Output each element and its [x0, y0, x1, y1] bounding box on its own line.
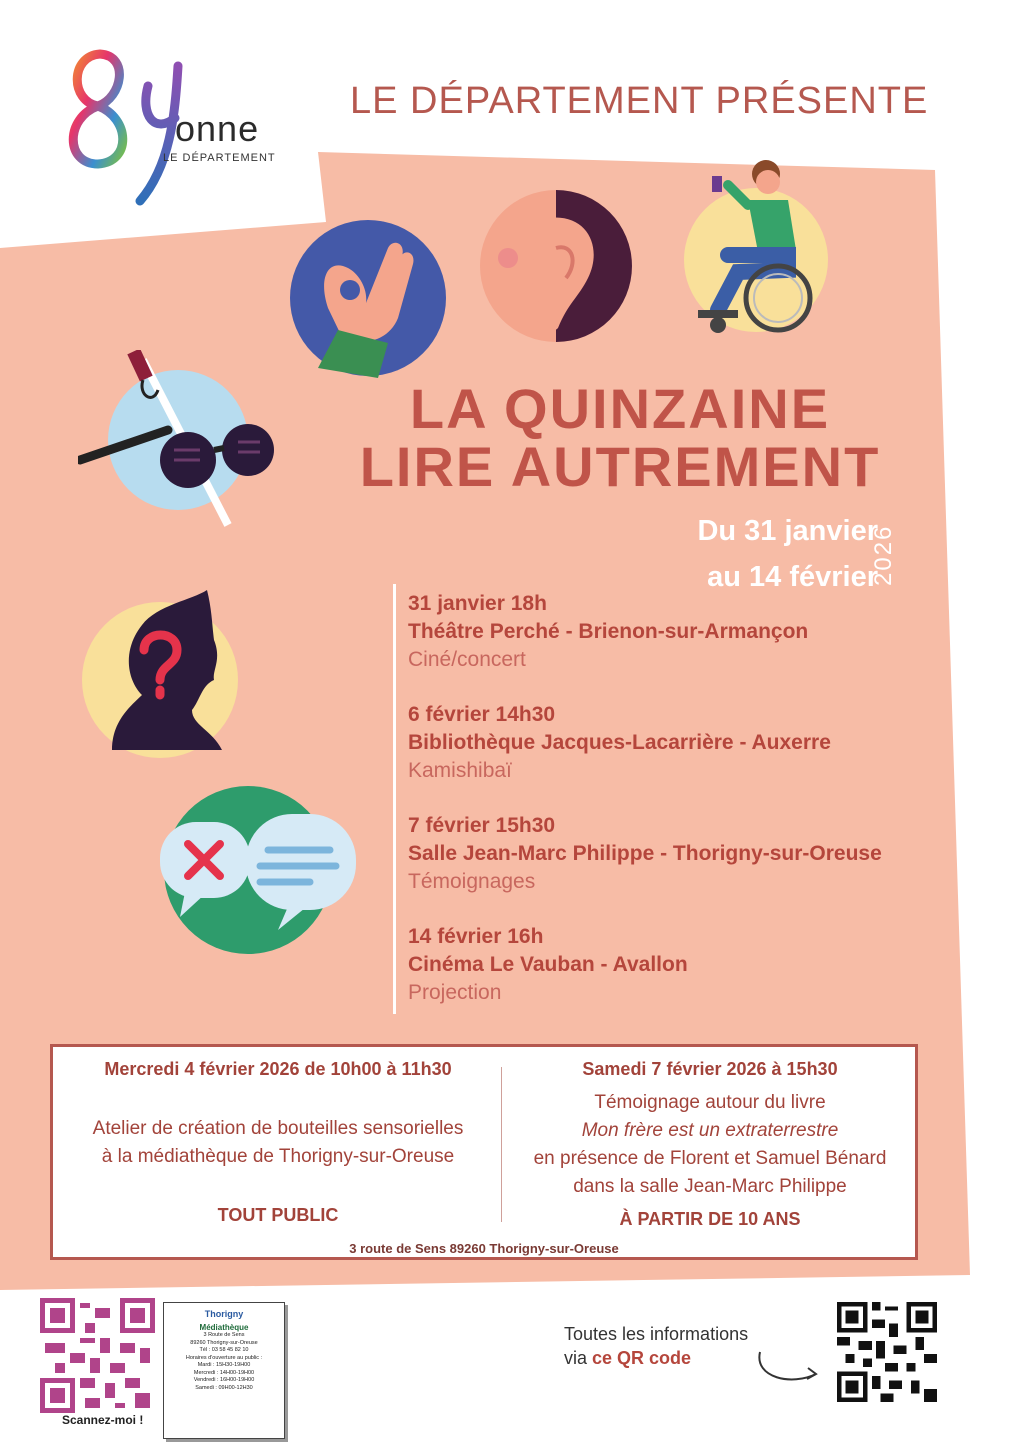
event-place: Cinéma Le Vauban - Avallon	[408, 953, 688, 976]
workshops-box	[50, 1044, 918, 1260]
workshop-right	[505, 1057, 915, 1230]
info-highlight: ce QR code	[592, 1348, 692, 1368]
info-prefix: via	[564, 1348, 593, 1368]
library-card-subtitle: Médiathèque	[199, 1323, 249, 1332]
library-card-line: 3 Route de Sens	[203, 1332, 245, 1338]
main-title	[330, 377, 910, 498]
library-card-line: Mercredi : 14H00-19H00	[193, 1369, 255, 1376]
library-card-line: 89260 Thorigny-sur-Oreuse	[190, 1339, 258, 1346]
book-title: Mon frère est un extraterrestre	[581, 1120, 839, 1141]
event-item	[408, 590, 948, 674]
title-line-1: LA QUINZAINE	[409, 377, 831, 440]
year-vertical: 2026	[870, 524, 897, 586]
venue-address: 3 route de Sens 89260 Thorigny-sur-Oreuse	[349, 1241, 619, 1256]
event-item	[408, 923, 948, 1007]
info-line-1: Toutes les informations	[564, 1324, 749, 1344]
events-divider	[393, 584, 396, 1014]
qr-code-info[interactable]	[837, 1302, 937, 1402]
workshop-right-line-4: dans la salle Jean-Marc Philippe	[573, 1176, 847, 1197]
event-date: 6 février 14h30	[408, 703, 556, 726]
wheelchair-user-icon	[678, 160, 828, 340]
events-list	[408, 590, 948, 1034]
workshop-left-line-2: à la médiathèque de Thorigny-sur-Oreuse	[101, 1146, 455, 1167]
library-card-line: Mardi : 15H30-19H00	[197, 1362, 251, 1368]
ear-icon	[478, 188, 634, 344]
library-card-title: Thorigny	[204, 1309, 244, 1319]
date-range	[600, 508, 878, 600]
library-card-line: Tél : 03 58 45 82 10	[199, 1347, 249, 1353]
event-place: Bibliothèque Jacques-Lacarrière - Auxerre	[408, 731, 831, 754]
event-kind: Ciné/concert	[408, 648, 526, 671]
ok-hand-icon	[288, 218, 448, 378]
event-kind: Projection	[408, 981, 502, 1004]
library-card-line: Samedi : 09H00-12H30	[195, 1384, 253, 1391]
workshop-left-audience: TOUT PUBLIC	[217, 1205, 339, 1225]
library-card-line: Horaires d'ouverture au public :	[185, 1354, 263, 1361]
event-place: Salle Jean-Marc Philippe - Thorigny-sur-Oreuse	[408, 842, 882, 865]
workshop-right-audience: À PARTIR DE 10 ANS	[619, 1209, 801, 1229]
event-date: 14 février 16h	[408, 925, 544, 948]
event-item	[408, 701, 948, 785]
event-kind: Témoignages	[408, 870, 536, 893]
library-card-line: Vendredi : 16H00-19H00	[193, 1377, 255, 1383]
presents-heading: LE DÉPARTEMENT PRÉSENTE	[350, 80, 929, 122]
date-line-1: Du 31 janvier	[697, 515, 878, 547]
title-line-2: LIRE AUTREMENT	[359, 435, 881, 498]
event-place: Théâtre Perché - Brienon-sur-Armançon	[408, 620, 809, 643]
scan-label: Scannez-moi !	[62, 1413, 144, 1427]
logo-wordmark: onne	[175, 108, 260, 149]
curved-arrow-icon	[752, 1348, 822, 1388]
date-line-2: au 14 février	[707, 561, 878, 593]
speech-bubbles-icon	[160, 782, 356, 954]
event-item	[408, 812, 948, 896]
event-date: 7 février 15h30	[408, 814, 556, 837]
workshop-left-line-1: Atelier de création de bouteilles sensorielles	[92, 1118, 464, 1139]
workshop-right-line-1: Témoignage autour du livre	[594, 1092, 826, 1113]
workshop-left-heading: Mercredi 4 février 2026 de 10h00 à 11h30	[104, 1059, 452, 1079]
box-divider	[501, 1067, 502, 1222]
library-card	[163, 1302, 285, 1439]
workshop-right-heading: Samedi 7 février 2026 à 15h30	[582, 1059, 838, 1079]
workshop-right-line-3: en présence de Florent et Samuel Bénard	[533, 1148, 887, 1169]
logo-subtitle: LE DÉPARTEMENT	[163, 152, 276, 164]
sunglasses-cane-icon	[78, 350, 278, 530]
event-kind: Kamishibaï	[408, 759, 512, 782]
qr-code-library[interactable]	[40, 1298, 155, 1413]
question-head-icon	[72, 580, 254, 762]
workshop-left	[63, 1057, 493, 1226]
event-date: 31 janvier 18h	[408, 592, 547, 615]
